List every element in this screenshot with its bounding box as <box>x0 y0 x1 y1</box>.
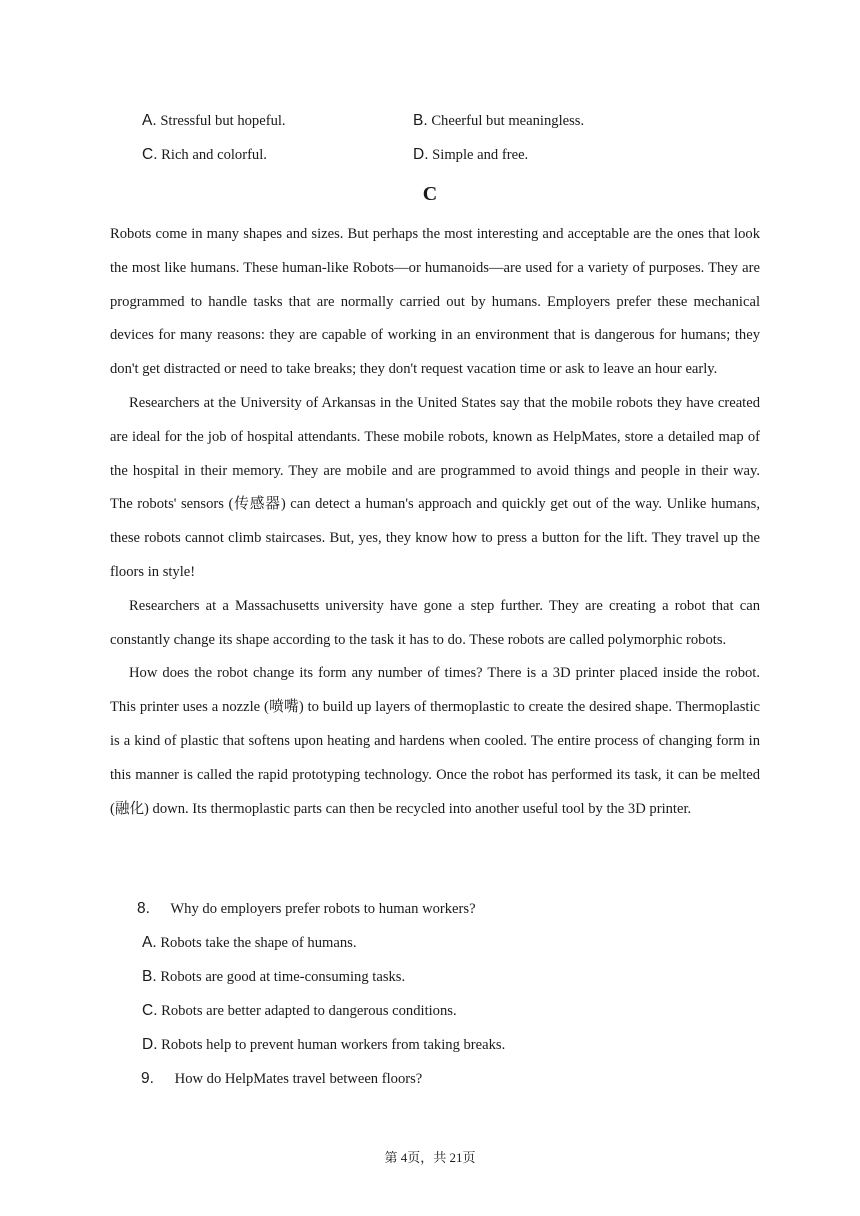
prev-option-a <box>142 112 286 130</box>
option-text: Robots are better adapted to dangerous conditions. <box>161 1003 457 1019</box>
option-letter: B. <box>413 112 428 129</box>
option-text: Robots are good at time-consuming tasks. <box>160 969 406 985</box>
question-prompt: How do HelpMates travel between floors? <box>174 1071 423 1087</box>
passage-paragraph-1: Robots come in many shapes and sizes. But perhaps the most interesting and acceptable are the ones that look the most like humans. These human-like Robots—or humanoids—are used for a variety of purposes. They are programmed to handle tasks that are normally carried out by humans. Employers prefer these mechanical devices for many reasons: they are capable of working in an environment that is dangerous for humans; they don't get distracted or need to take breaks; they don't request vacation time or ask to leave an hour early. <box>110 226 760 378</box>
question-8-option-b <box>142 968 405 986</box>
question-8-option-c <box>142 1002 457 1020</box>
option-letter: C. <box>142 1002 158 1019</box>
prev-options-row-1 <box>0 112 860 132</box>
prev-option-d <box>413 146 528 164</box>
option-letter: C. <box>142 146 158 163</box>
option-text: Stressful but hopeful. <box>160 113 286 129</box>
option-text: Simple and free. <box>432 147 529 163</box>
question-number: 9. <box>141 1070 154 1087</box>
prev-option-c <box>142 146 267 164</box>
question-8-option-d <box>142 1036 505 1054</box>
passage-paragraph-4: How does the robot change its form any number of times? There is a 3D printer placed inside the robot. This printer uses a nozzle (喷嘴) to build up layers of thermoplastic to create the desired shape. Thermoplastic is a kind of plastic that softens upon heating and hardens when cooled. The entire process of changing form in this manner is called the rapid prototyping technology. Once the robot has performed its task, it can be melted (融化) down. Its thermoplastic parts can then be recycled into another useful tool by the 3D printer. <box>110 665 760 817</box>
question-8 <box>137 900 476 918</box>
option-text: Robots take the shape of humans. <box>160 935 357 951</box>
question-8-option-a <box>142 934 356 952</box>
prev-option-b <box>413 112 584 130</box>
option-letter: D. <box>142 1036 158 1053</box>
option-letter: B. <box>142 968 157 985</box>
passage-paragraph-2: Researchers at the University of Arkansas in the United States say that the mobile robots they have created are ideal for the job of hospital attendants. These mobile robots, known as HelpMates, store a detailed map of the hospital in their memory. They are mobile and are programmed to avoid things and people in their way. The robots' sensors (传感器) can detect a human's approach and quickly get out of the way. Unlike humans, these robots cannot climb staircases. But, yes, they know how to press a button for the lift. They travel up the floors in style! <box>110 394 760 580</box>
question-9 <box>141 1070 422 1088</box>
option-text: Cheerful but meaningless. <box>431 113 585 129</box>
question-prompt: Why do employers prefer robots to human workers? <box>170 901 476 917</box>
reading-passage <box>110 218 760 826</box>
option-text: Robots help to prevent human workers from taking breaks. <box>161 1037 506 1053</box>
option-text: Rich and colorful. <box>161 147 267 163</box>
prev-options-row-2 <box>0 146 860 166</box>
option-letter: D. <box>413 146 429 163</box>
passage-paragraph-3: Researchers at a Massachusetts university have gone a step further. They are creating a robot that can constantly change its shape according to the task it has to do. These robots are called polymorphic robots. <box>110 597 760 648</box>
section-title: C <box>422 183 438 205</box>
page-footer: 第 4页，共 21页 <box>384 1150 476 1165</box>
option-letter: A. <box>142 934 157 951</box>
option-letter: A. <box>142 112 157 129</box>
question-number: 8. <box>137 900 150 917</box>
